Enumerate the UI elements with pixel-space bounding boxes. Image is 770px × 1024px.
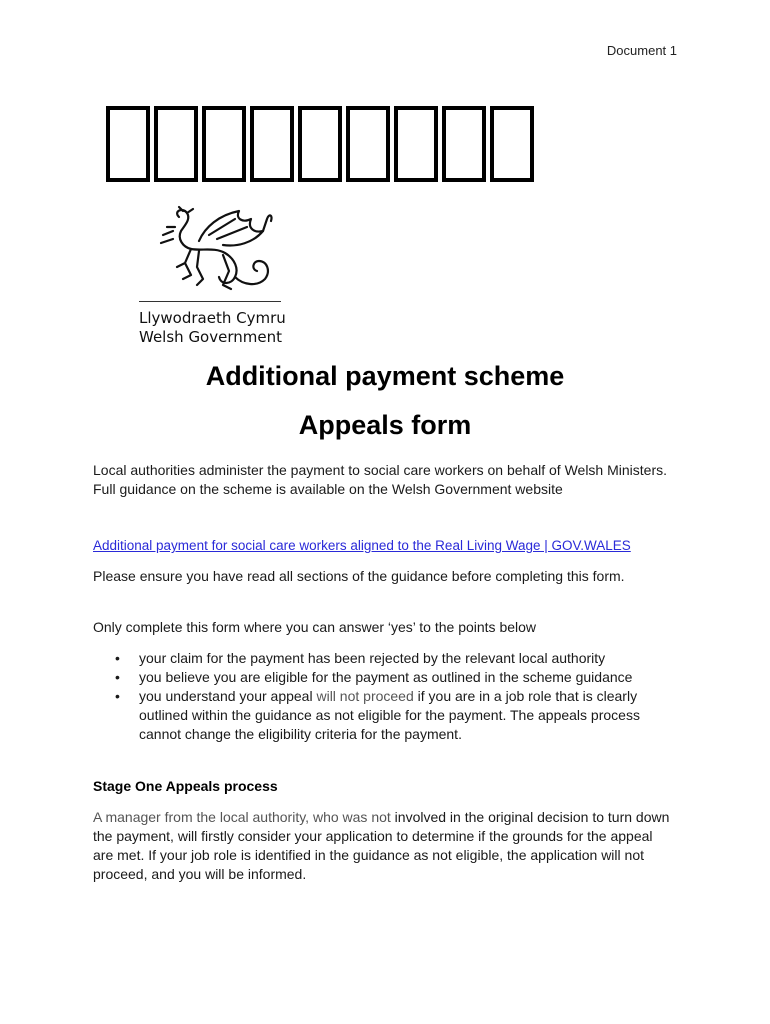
welsh-dragon-icon [139, 205, 274, 297]
missing-glyph-box [202, 106, 246, 182]
missing-glyph-box [346, 106, 390, 182]
missing-glyph-box [250, 106, 294, 182]
only-complete-paragraph: Only complete this form where you can answer ‘yes’ to the points below [93, 619, 537, 635]
missing-glyph-box [442, 106, 486, 182]
ensure-paragraph: Please ensure you have read all sections of the guidance before completing this form. [93, 568, 625, 584]
stage-one-text-lead: A manager from the local authority, who was not [93, 809, 391, 825]
missing-glyph-box [394, 106, 438, 182]
welsh-government-logo [139, 205, 289, 347]
logo-divider [139, 301, 281, 302]
logo-text [139, 309, 289, 347]
page-title: Additional payment scheme [205, 361, 565, 391]
bullet-icon: • [115, 650, 120, 666]
missing-glyph-box [154, 106, 198, 182]
list-item [93, 668, 673, 687]
guidance-link[interactable]: Additional payment for social care workers aligned to the Real Living Wage | GOV.WALES [93, 538, 631, 553]
list-item [93, 687, 673, 744]
list-item [93, 649, 673, 668]
list-item-text: you believe you are eligible for the payment as outlined in the scheme guidance [139, 669, 633, 685]
stage-one-paragraph [93, 808, 673, 884]
eligibility-list [93, 649, 673, 744]
list-item-text: you understand your appeal [139, 688, 317, 704]
page-subtitle: Appeals form [298, 410, 472, 440]
bullet-icon: • [115, 669, 120, 685]
logo-line-english: Welsh Government [139, 328, 282, 346]
list-item-text-rest: if you are in a job role that is clearly outlined within the guidance as not eligible for the payment. The appeals process cannot change the eligibility criteria for the payment. [139, 688, 640, 742]
logo-line-welsh: Llywodraeth Cymru [139, 309, 286, 327]
list-item-text: your claim for the payment has been rejected by the relevant local authority [139, 650, 606, 666]
missing-glyph-box [490, 106, 534, 182]
will-not-proceed-text: will not proceed [316, 688, 414, 704]
missing-glyph-box [106, 106, 150, 182]
missing-glyph-box [298, 106, 342, 182]
document-label: Document 1 [606, 43, 677, 58]
missing-glyph-row [106, 106, 534, 182]
bullet-icon: • [115, 688, 120, 704]
stage-one-heading: Stage One Appeals process [93, 778, 278, 794]
stage-one-text-rest: involved in the original decision to turn down the payment, will firstly consider your application to determine if the grounds for the appeal are met. If your job role is identified in the guidance as not eligible, the application will not proceed, and you will be informed. [93, 809, 670, 882]
intro-paragraph: Local authorities administer the payment to social care workers on behalf of Welsh Ministers. Full guidance on the scheme is available on the Welsh Government website [93, 462, 668, 497]
